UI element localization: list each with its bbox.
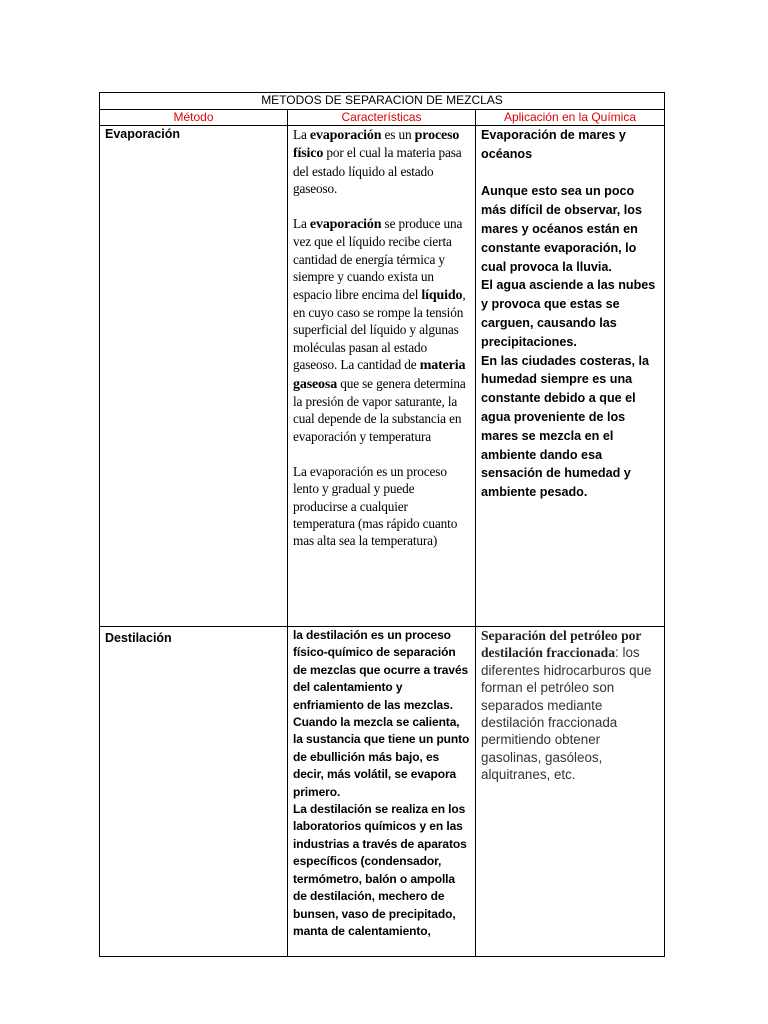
paragraph: La evaporación es un proceso lento y gradual y puede producirse a cualquier temperatura (mas rápido cuanto mas alta sea la temperatura) xyxy=(293,463,458,549)
header-application: Aplicación en la Química xyxy=(476,110,665,126)
paragraph: En las ciudades costeras, la humedad siempre es una constante debido a que el agua proveniente de los mares se mezcla en el ambiente dando esa sensación de humedad y ambiente pesado. xyxy=(481,353,649,500)
application-term: Separación del petróleo por destilación fraccionada xyxy=(481,628,642,661)
paragraph: la destilación es un proceso físico-químico de separación de mezclas que ocurre a través del calentamiento y enfriamiento de las mezclas. xyxy=(293,628,469,712)
table-title-row xyxy=(100,93,665,110)
paragraph: La evaporación es un proceso físico por el cual la materia pasa del estado líquido al estado gaseoso. xyxy=(293,127,462,197)
application-cell xyxy=(476,126,665,627)
table-title: METODOS DE SEPARACION DE MEZCLAS xyxy=(100,93,665,110)
header-method: Método xyxy=(100,110,288,126)
table-row xyxy=(100,627,665,957)
paragraph: Aunque esto sea un poco más difícil de observar, los mares y océanos están en constante evaporación, lo cual provoca la lluvia. xyxy=(481,184,642,274)
table-row xyxy=(100,126,665,627)
paragraph: La destilación se realiza en los laboratorios químicos y en las industrias a través de aparatos específicos (condensador, termómetro, balón o ampolla de destilación, mechero de bunsen, vaso de precipitado, manta de calentamiento, xyxy=(293,802,467,938)
paragraph: Cuando la mezcla se calienta, la sustancia que tiene un punto de ebullición más bajo, es decir, más volátil, se evapora primero. xyxy=(293,715,470,799)
application-heading: Evaporación de mares y océanos xyxy=(481,128,626,161)
separation-methods-table xyxy=(99,92,665,957)
table-header-row xyxy=(100,110,665,126)
paragraph: La evaporación se produce una vez que el líquido recibe cierta cantidad de energía térmica y siempre y cuando exista un espacio libre encima del líquido, en cuyo caso se rompe la tensión superficial del líquido y algunas moléculas pasan al estado gaseoso. La cantidad de materia gaseosa que se genera determina la presión de vapor saturante, la cual depende de la substancia en evaporación y temperatura xyxy=(293,216,466,444)
characteristics-cell xyxy=(288,627,476,957)
method-cell: Destilación xyxy=(100,627,288,957)
paragraph: El agua asciende a las nubes y provoca que estas se carguen, causando las precipitaciones. xyxy=(481,278,656,349)
characteristics-cell xyxy=(288,126,476,627)
method-cell: Evaporación xyxy=(100,126,288,627)
application-text: : los diferentes hidrocarburos que forman el petróleo son separados mediante destilación fraccionada permitiendo obtener gasolinas, gasóleos, alquitranes, etc. xyxy=(481,645,652,783)
application-cell xyxy=(476,627,665,957)
header-characteristics: Características xyxy=(288,110,476,126)
